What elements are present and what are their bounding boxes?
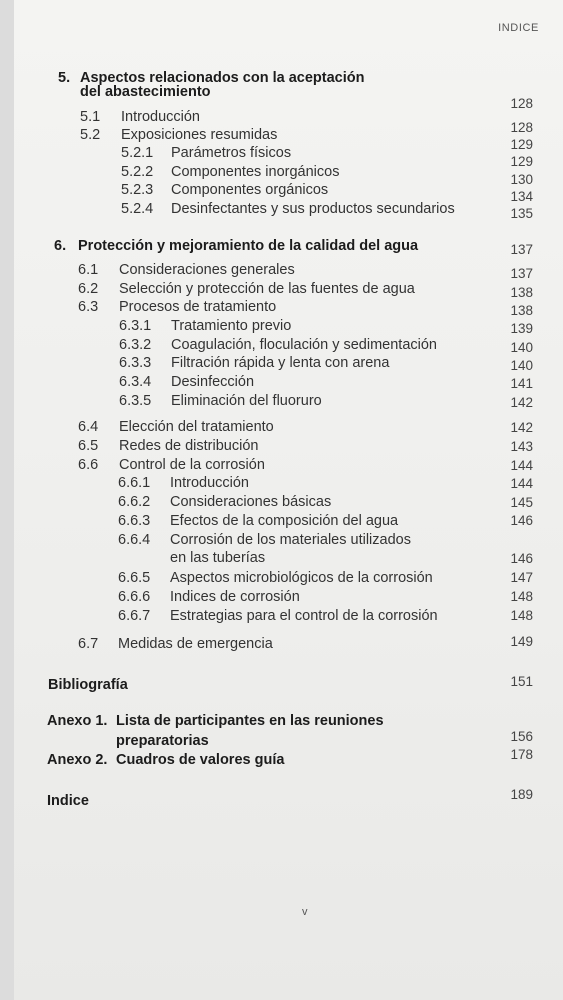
toc-number: 5.2.3 <box>121 182 154 198</box>
toc-page: 178 <box>510 747 533 762</box>
toc-title-cont: preparatorias <box>116 733 209 749</box>
toc-number: 6.4 <box>78 419 99 435</box>
toc-page: 151 <box>510 674 533 689</box>
toc-title: Control de la corrosión <box>119 457 265 473</box>
toc-page: 144 <box>510 458 533 473</box>
toc-number: 5.2.1 <box>121 145 154 161</box>
toc-number: 6.6.5 <box>118 570 151 586</box>
toc-number: 6.2 <box>78 281 99 297</box>
toc-title: Redes de distribución <box>119 438 259 454</box>
toc-number: 5.2.4 <box>121 201 154 217</box>
toc-page: 146 <box>510 513 533 528</box>
toc-page: 138 <box>510 285 533 300</box>
toc-page: 137 <box>510 266 533 281</box>
toc-entry-6-6-4[interactable] <box>0 532 563 572</box>
toc-number: 6.3 <box>78 299 99 315</box>
toc-page: 138 <box>510 303 533 318</box>
toc-number: 5.1 <box>80 109 101 125</box>
toc-title: Consideraciones básicas <box>170 494 332 510</box>
toc-title-cont: en las tuberías <box>170 550 266 566</box>
toc-number: 6.6.3 <box>118 513 151 529</box>
toc-page: 140 <box>510 358 533 373</box>
toc-page: 148 <box>510 589 533 604</box>
toc-page: 142 <box>510 420 533 435</box>
toc-number: 6.6.6 <box>118 589 151 605</box>
toc-page: 130 <box>510 172 533 187</box>
toc-page: 137 <box>510 242 533 257</box>
toc-title: Desinfección <box>171 374 255 390</box>
toc-page: 134 <box>510 189 533 204</box>
toc-title: Introducción <box>170 475 249 491</box>
toc-title: Aspectos relacionados con la aceptación <box>80 70 365 86</box>
toc-number: 6.3.4 <box>119 374 152 390</box>
toc-page: 129 <box>510 137 533 152</box>
toc-entry-anexo-1[interactable] <box>0 713 563 753</box>
toc-title: Medidas de emergencia <box>118 636 273 652</box>
toc-number: 6.6 <box>78 457 99 473</box>
toc-page: 142 <box>510 395 533 410</box>
toc-title: Indice <box>47 793 89 809</box>
toc-page: 128 <box>510 96 533 111</box>
toc-title: Componentes inorgánicos <box>171 164 340 180</box>
toc-number: 5.2 <box>80 127 101 143</box>
toc-title: Selección y protección de las fuentes de agua <box>119 281 415 297</box>
toc-number: Anexo 2. <box>47 752 108 768</box>
toc-page: 145 <box>510 495 533 510</box>
toc-title: Desinfectantes y sus productos secundarios <box>171 201 455 217</box>
toc-number: 6.6.7 <box>118 608 151 624</box>
toc-page: 139 <box>510 321 533 336</box>
toc-title: Parámetros físicos <box>171 145 292 161</box>
toc-title: Lista de participantes en las reuniones <box>116 713 384 729</box>
toc-title-cont: del abastecimiento <box>80 84 211 100</box>
toc-title: Estrategias para el control de la corrosión <box>170 608 438 624</box>
toc-page: 135 <box>510 206 533 221</box>
toc-title: Componentes orgánicos <box>171 182 329 198</box>
toc-page: 148 <box>510 608 533 623</box>
toc-title: Elección del tratamiento <box>119 419 274 435</box>
toc-number: 6.3.3 <box>119 355 152 371</box>
toc-entry-5[interactable] <box>0 70 563 110</box>
toc-number: 6.7 <box>78 636 99 652</box>
toc-title: Filtración rápida y lenta con arena <box>171 355 390 371</box>
toc-title: Exposiciones resumidas <box>121 127 278 143</box>
toc-page: 128 <box>510 120 533 135</box>
toc-page: 141 <box>510 376 533 391</box>
toc-title: Bibliografía <box>48 677 128 693</box>
toc-number: 6.5 <box>78 438 99 454</box>
toc-number: Anexo 1. <box>47 713 108 729</box>
toc-title: Cuadros de valores guía <box>116 752 285 768</box>
toc-number: 6.6.4 <box>118 532 151 548</box>
toc-title: Procesos de tratamiento <box>119 299 277 315</box>
toc-title: Aspectos microbiológicos de la corrosión <box>170 570 433 586</box>
toc-number: 5.2.2 <box>121 164 154 180</box>
toc-number: 5. <box>58 70 71 86</box>
toc-number: 6.3.2 <box>119 337 152 353</box>
toc-number: 6.3.1 <box>119 318 152 334</box>
toc-title: Tratamiento previo <box>171 318 292 334</box>
toc-page: 144 <box>510 476 533 491</box>
toc-title: Protección y mejoramiento de la calidad del agua <box>78 238 419 254</box>
toc-page: 156 <box>510 729 533 744</box>
toc-page: 189 <box>510 787 533 802</box>
toc-number: 6.6.2 <box>118 494 151 510</box>
toc-number: 6.1 <box>78 262 99 278</box>
toc-title: Eliminación del fluoruro <box>171 393 322 409</box>
toc-title: Corrosión de los materiales utilizados <box>170 532 411 548</box>
toc-page: 147 <box>510 570 533 585</box>
toc-page: 146 <box>510 551 533 566</box>
toc-number: 6.6.1 <box>118 475 151 491</box>
toc-title: Consideraciones generales <box>119 262 295 278</box>
toc-page: 143 <box>510 439 533 454</box>
toc-page: 129 <box>510 154 533 169</box>
toc-number: 6. <box>54 238 67 254</box>
running-head: INDICE <box>498 22 539 34</box>
toc-title: Introducción <box>121 109 200 125</box>
page-number: v <box>302 906 308 918</box>
toc-title: Indices de corrosión <box>170 589 300 605</box>
toc-title: Efectos de la composición del agua <box>170 513 399 529</box>
toc-page: 149 <box>510 634 533 649</box>
toc-title: Coagulación, floculación y sedimentación <box>171 337 437 353</box>
toc-number: 6.3.5 <box>119 393 152 409</box>
toc-page: 140 <box>510 340 533 355</box>
